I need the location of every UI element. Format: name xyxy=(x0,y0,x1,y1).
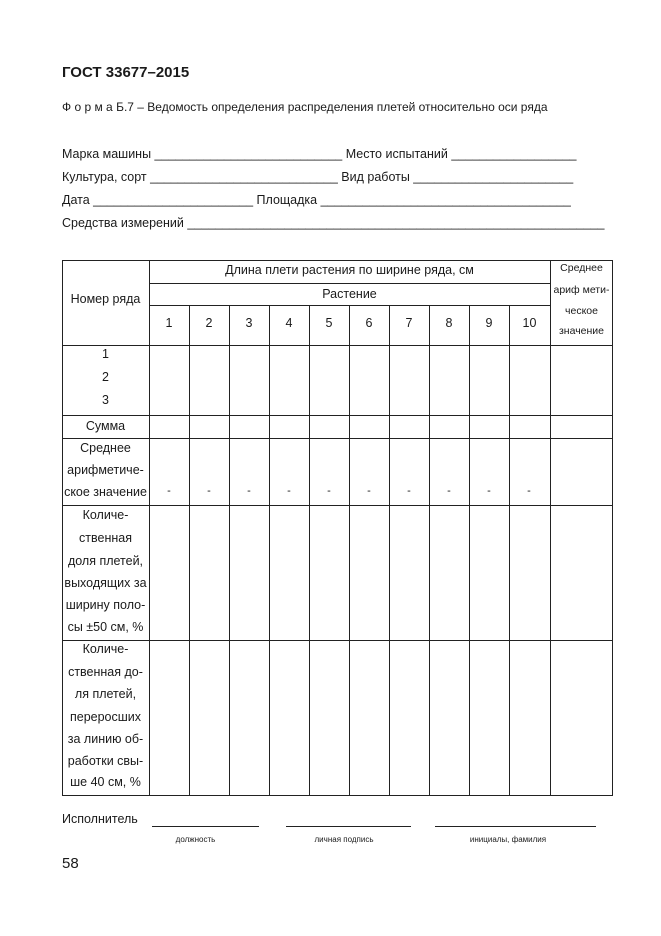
executor-label: Исполнитель xyxy=(62,812,138,826)
mean-dash: - xyxy=(407,485,411,497)
col-line xyxy=(509,305,510,796)
row-share40-label: Количе- xyxy=(82,642,129,656)
row-mean-label: ское значение xyxy=(64,485,147,499)
header-plant: Растение xyxy=(322,287,377,301)
caption-name: инициалы, фамилия xyxy=(469,835,547,844)
row-share50-label: выходящих за xyxy=(64,576,147,590)
column-number: 6 xyxy=(365,316,373,330)
column-number: 1 xyxy=(165,316,173,330)
col-line-label xyxy=(149,260,150,796)
row-share50-label: доля плетей, xyxy=(67,554,144,568)
mean-dash: - xyxy=(327,485,331,497)
mean-dash: - xyxy=(167,485,171,497)
row-share40-label: ля плетей, xyxy=(74,687,137,701)
mean-dash: - xyxy=(247,485,251,497)
row-number: 1 xyxy=(102,347,109,361)
column-number: 10 xyxy=(522,316,537,330)
column-number: 2 xyxy=(205,316,213,330)
column-number: 8 xyxy=(445,316,453,330)
row-share40-label: за линию об- xyxy=(67,732,144,746)
field-date-site: Дата _______________________ Площадка ____________________________________ xyxy=(62,193,571,207)
field-machine-place: Марка машины ___________________________ Место испытаний __________________ xyxy=(62,147,577,161)
row-share50-label: ственная xyxy=(79,531,132,545)
row-mean-label: Среднее xyxy=(80,441,131,455)
col-line xyxy=(389,305,390,796)
table-border-right xyxy=(612,260,613,796)
mean-dash: - xyxy=(527,485,531,497)
row-share40-label: ственная до- xyxy=(68,665,143,679)
field-measuring-tools: Средства измерений ____________________________________________________________ xyxy=(62,216,605,230)
position-line xyxy=(152,826,259,827)
header-row-number: Номер ряда xyxy=(70,292,141,306)
row-number: 3 xyxy=(102,393,109,407)
form-title: Ф о р м а Б.7 – Ведомость определения распределения плетей относительно оси ряда xyxy=(62,100,548,114)
column-number: 3 xyxy=(245,316,253,330)
mean-dash: - xyxy=(207,485,211,497)
row-share50-label: сы ±50 см, % xyxy=(67,620,144,634)
row-number: 2 xyxy=(102,370,109,384)
header-mean-line: ариф мети- xyxy=(553,284,610,296)
col-line xyxy=(469,305,470,796)
column-number: 5 xyxy=(325,316,333,330)
doc-title: ГОСТ 33677–2015 xyxy=(62,64,190,81)
col-line xyxy=(269,305,270,796)
col-line xyxy=(309,305,310,796)
row-share50-label: ширину поло- xyxy=(65,598,146,612)
header-mean-line: ческое xyxy=(565,305,598,317)
caption-signature: личная подпись xyxy=(314,835,374,844)
row-share40-label: работки свы- xyxy=(67,754,144,768)
row-share50-label: Количе- xyxy=(82,508,129,522)
caption-position: должность xyxy=(175,835,216,844)
row-share40-label: ше 40 см, % xyxy=(70,775,141,789)
header-line-2 xyxy=(149,305,551,306)
mean-dash: - xyxy=(367,485,371,497)
mean-dash: - xyxy=(447,485,451,497)
col-line xyxy=(349,305,350,796)
col-line xyxy=(189,305,190,796)
header-length-group: Длина плети растения по ширине ряда, см xyxy=(225,263,474,277)
row-share40-label: переросших xyxy=(69,710,142,724)
name-line xyxy=(435,826,596,827)
header-mean-line: значение xyxy=(558,325,605,337)
col-line xyxy=(229,305,230,796)
mean-dash: - xyxy=(287,485,291,497)
signature-line xyxy=(286,826,411,827)
row-mean-label: арифметиче- xyxy=(67,463,144,477)
column-number: 9 xyxy=(485,316,493,330)
field-culture-worktype: Культура, сорт ___________________________ Вид работы _______________________ xyxy=(62,170,574,184)
column-number: 4 xyxy=(285,316,293,330)
column-number: 7 xyxy=(405,316,413,330)
mean-dash: - xyxy=(487,485,491,497)
page-number: 58 xyxy=(62,855,79,872)
header-mean-line: Среднее xyxy=(560,262,603,274)
table-border-bottom xyxy=(62,795,613,796)
row-sum-label: Сумма xyxy=(85,419,126,433)
col-line xyxy=(429,305,430,796)
